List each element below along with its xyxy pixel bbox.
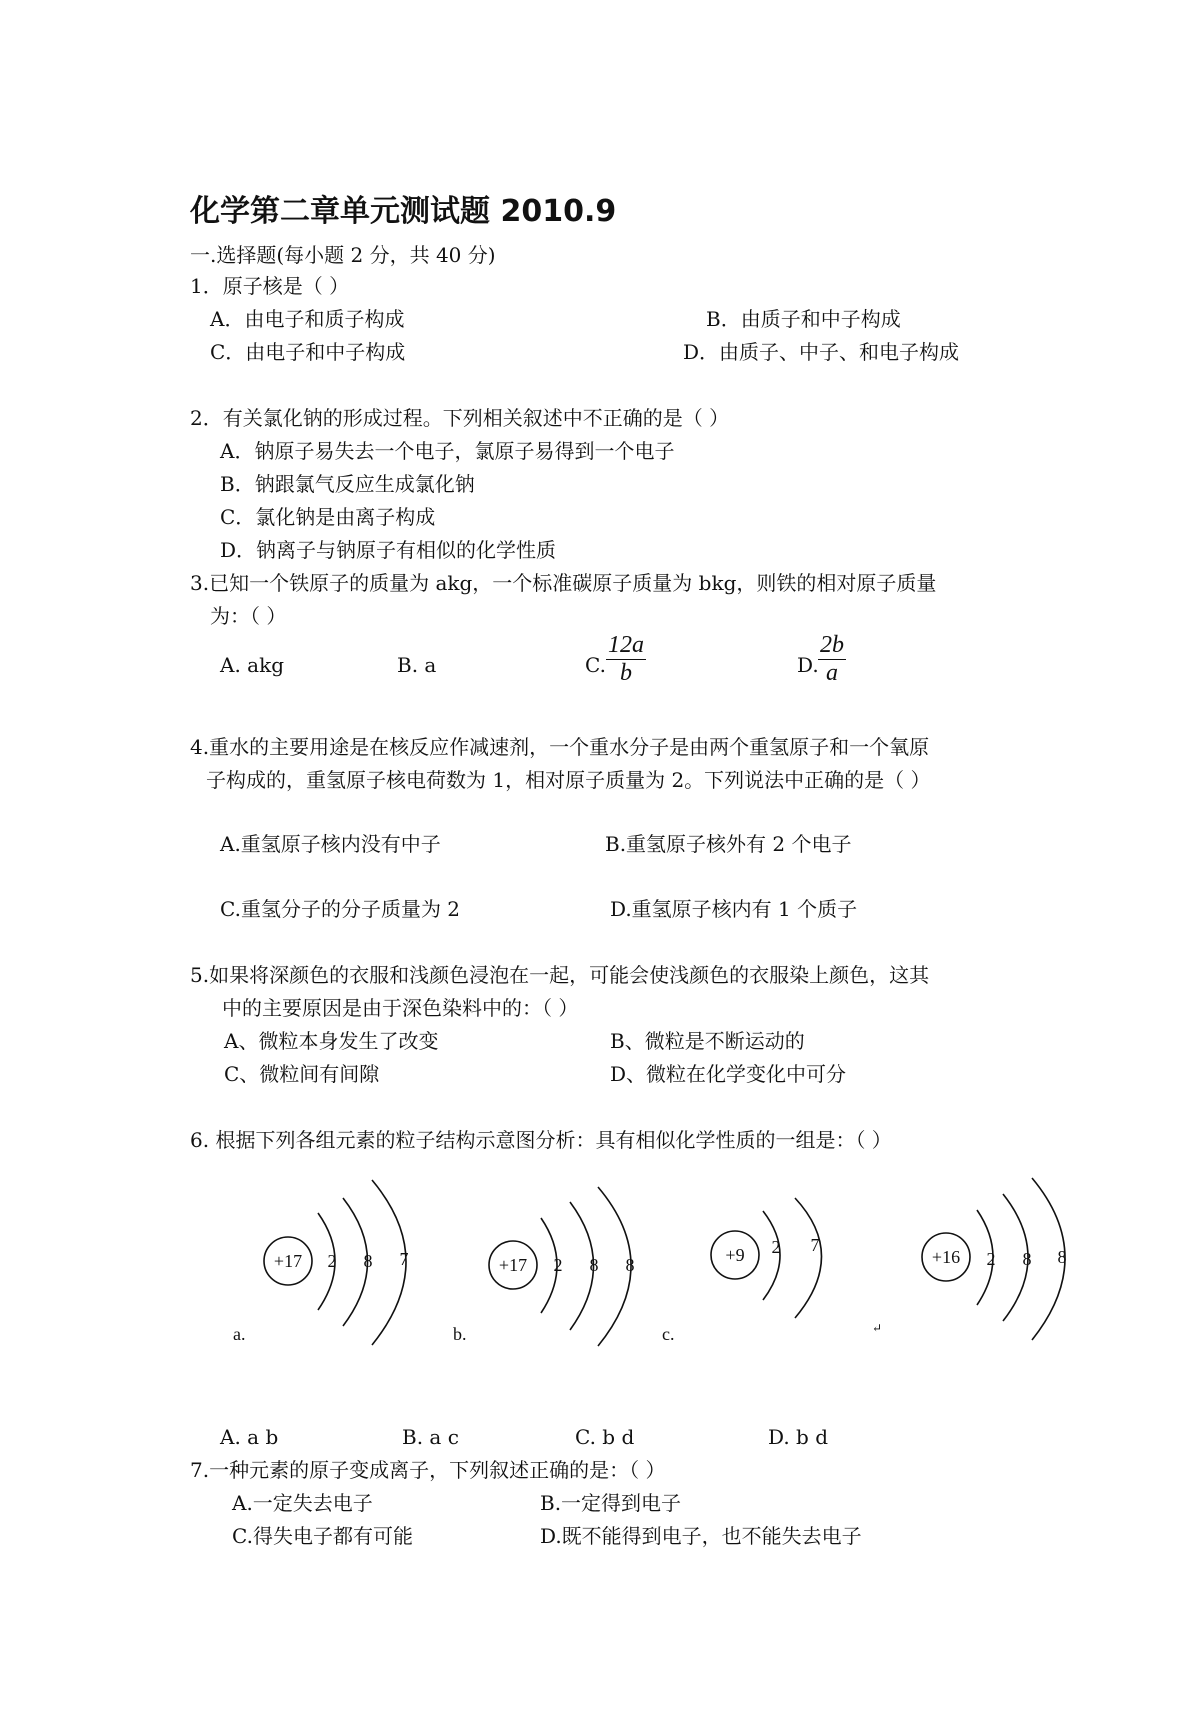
diagram-a-label: a. (233, 1324, 246, 1344)
diagram-d-shell-count-2: 8 (1022, 1249, 1032, 1269)
q2-option-c: C．氯化钠是由离子构成 (220, 505, 436, 529)
q6-stem: 6. 根据下列各组元素的粒子结构示意图分析：具有相似化学性质的一组是：（ ） (190, 1128, 892, 1152)
diagram-a-shell-1 (318, 1213, 335, 1310)
q7-option-d: D.既不能得到电子，也不能失去电子 (540, 1524, 862, 1548)
q5-option-d: D、微粒在化学变化中可分 (610, 1062, 847, 1086)
q3-option-a: A. akg (220, 653, 285, 677)
diagram-a-shell-count-3: 7 (399, 1249, 409, 1269)
q3-option-c-fraction (606, 632, 646, 687)
q6-option-a: A. a b (220, 1425, 279, 1449)
diagram-b-shell-2 (570, 1202, 594, 1330)
q1-option-b: B．由质子和中子构成 (706, 307, 901, 331)
diagram-c-label: c. (662, 1324, 675, 1344)
q7-option-c: C.得失电子都有可能 (232, 1524, 413, 1548)
q2-stem: 2．有关氯化钠的形成过程。下列相关叙述中不正确的是（ ） (190, 406, 730, 430)
diagram-a-shell-count-1: 2 (327, 1251, 337, 1271)
q3-c-denominator: b (620, 660, 632, 686)
q4-option-a: A.重氢原子核内没有中子 (220, 832, 441, 856)
q4-stem-line1: 4.重水的主要用途是在核反应作减速剂，一个重水分子是由两个重氢原子和一个氧原 (190, 735, 930, 759)
q3-option-d-fraction (818, 632, 846, 687)
diagram-b-shell-count-1: 2 (553, 1255, 563, 1275)
q3-stem-line1: 3.已知一个铁原子的质量为 akg，一个标准碳原子质量为 bkg，则铁的相对原子质量 (190, 571, 937, 595)
diagram-a-shell-3 (372, 1180, 406, 1345)
diagram-b-label: b. (453, 1324, 467, 1344)
diagram-b-shell-count-2: 8 (589, 1255, 599, 1275)
diagram-c-nucleus (711, 1231, 759, 1279)
q3-option-c-label: C. (585, 653, 606, 677)
diagram-d-nucleus-charge: +16 (931, 1247, 961, 1267)
q4-option-b: B.重氢原子核外有 2 个电子 (605, 832, 852, 856)
diagram-d-shell-count-1: 2 (986, 1249, 996, 1269)
q3-option-d-label: D. (797, 653, 819, 677)
q3-d-denominator: a (826, 660, 838, 686)
diagram-c-nucleus-charge: +9 (725, 1245, 745, 1265)
q5-option-c: C、微粒间有间隙 (224, 1062, 380, 1086)
diagram-b-nucleus (489, 1241, 537, 1289)
q7-stem: 7.一种元素的原子变成离子，下列叙述正确的是：（ ） (190, 1458, 666, 1482)
diagram-b-shell-count-3: 8 (625, 1255, 635, 1275)
q2-option-d: D．钠离子与钠原子有相似的化学性质 (220, 538, 557, 562)
diagram-a-nucleus-charge: +17 (273, 1251, 303, 1271)
page-title: 化学第二章单元测试题 2010.9 (190, 194, 617, 229)
diagram-a-shell-2 (343, 1198, 368, 1326)
diagram-d-shell-count-3: 8 (1057, 1247, 1067, 1267)
q1-option-a: A．由电子和质子构成 (210, 307, 405, 331)
q3-option-b: B. a (397, 653, 437, 677)
q7-option-a: A.一定失去电子 (232, 1491, 373, 1515)
q6-option-b: B. a c (402, 1425, 459, 1449)
q6-option-d: D. b d (768, 1425, 828, 1449)
diagram-c-shell-2 (795, 1198, 822, 1318)
q6-option-c: C. b d (575, 1425, 635, 1449)
q2-option-b: B．钠跟氯气反应生成氯化钠 (220, 472, 475, 496)
q1-stem: 1．原子核是（ ） (190, 274, 350, 298)
section-heading: 一.选择题(每小题 2 分，共 40 分) (190, 243, 496, 267)
q5-stem-line2: 中的主要原因是由于深色染料中的：（ ） (222, 996, 579, 1020)
q5-stem-line1: 5.如果将深颜色的衣服和浅颜色浸泡在一起，可能会使浅颜色的衣服染上颜色，这其 (190, 963, 930, 987)
q1-option-d: D．由质子、中子、和电子构成 (683, 340, 960, 364)
q4-option-d: D.重氢原子核内有 1 个质子 (610, 897, 858, 921)
q4-stem-line2: 子构成的，重氢原子核电荷数为 1，相对原子质量为 2。下列说法中正确的是（ ） (206, 768, 931, 792)
q4-option-c: C.重氢分子的分子质量为 2 (220, 897, 461, 921)
q7-option-b: B.一定得到电子 (540, 1491, 682, 1515)
diagram-c-shell-count-2: 7 (810, 1235, 820, 1255)
diagram-d-shell-3 (1032, 1178, 1065, 1340)
diagram-a-shell-count-2: 8 (363, 1251, 373, 1271)
q3-c-numerator: 12a (608, 632, 644, 658)
return-mark: ↵ (872, 1321, 883, 1335)
diagram-d-nucleus (922, 1233, 970, 1281)
diagram-b-shell-1 (541, 1218, 557, 1313)
diagram-a-nucleus (264, 1237, 312, 1285)
diagram-b-shell-3 (598, 1187, 631, 1346)
q5-option-b: B、微粒是不断运动的 (610, 1029, 805, 1053)
q5-option-a: A、微粒本身发生了改变 (224, 1029, 439, 1053)
diagram-d-shell-2 (1003, 1194, 1028, 1321)
q3-d-numerator: 2b (820, 632, 844, 658)
q1-option-c: C．由电子和中子构成 (210, 340, 406, 364)
diagram-c-shell-1 (763, 1211, 780, 1300)
q3-stem-line2: 为：（ ） (210, 604, 287, 628)
diagram-c-shell-count-1: 2 (771, 1237, 781, 1257)
diagram-b-nucleus-charge: +17 (498, 1255, 528, 1275)
q2-option-a: A．钠原子易失去一个电子，氯原子易得到一个电子 (220, 439, 675, 463)
diagram-d-shell-1 (977, 1210, 993, 1305)
